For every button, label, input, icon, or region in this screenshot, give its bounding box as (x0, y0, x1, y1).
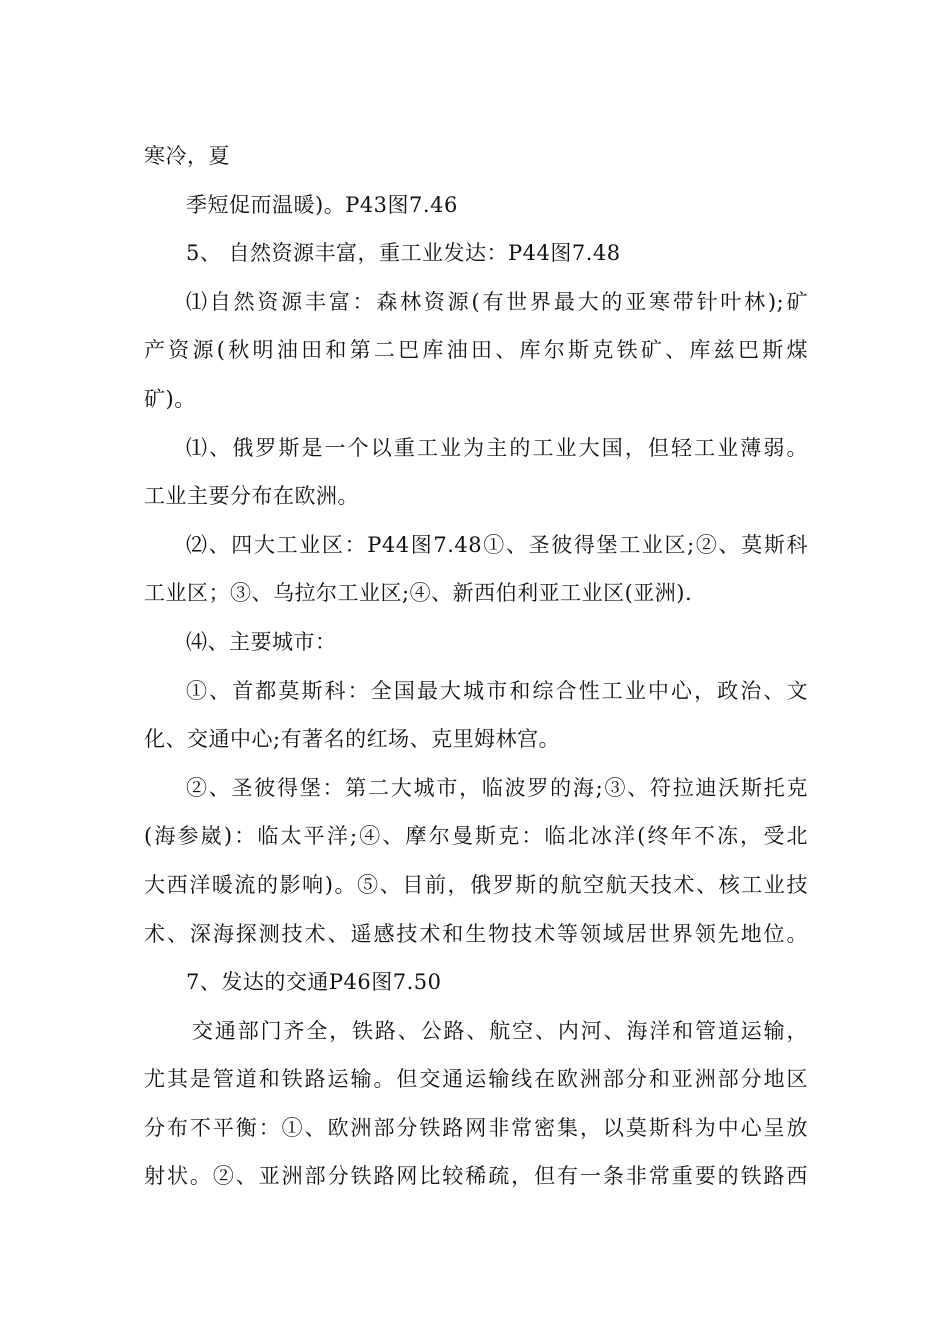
paragraph-cities-line-4: 术、深海探测技术、遥感技术和生物技术等领域居世界领先地位。 (144, 921, 808, 946)
paragraph-heavy-industry-line-1: ⑴、俄罗斯是一个以重工业为主的工业大国，但轻工业薄弱。 (186, 435, 808, 460)
paragraph-moscow-line-2: 化、交通中心;有著名的红场、克里姆林宫。 (144, 727, 561, 752)
paragraph-resources-line-2: 产资源(秋明油田和第二巴库油田、库尔斯克铁矿、库兹巴斯煤 (144, 338, 808, 363)
paragraph-cities-line-2: (海参崴)：临太平洋;④、摩尔曼斯克：临北冰洋(终年不冻，受北 (144, 824, 808, 849)
paragraph-industrial-zones-line-2: 工业区；③、乌拉尔工业区;④、新西伯利亚工业区(亚洲). (144, 581, 693, 606)
paragraph-moscow-line-1: ①、首都莫斯科：全国最大城市和综合性工业中心，政治、文 (186, 678, 808, 703)
paragraph-cities-line-3: 大西洋暖流的影响)。⑤、目前，俄罗斯的航空航天技术、核工业技 (144, 872, 808, 897)
paragraph-industrial-zones-line-1: ⑵、四大工业区：P44图7.48①、圣彼得堡工业区;②、莫斯科 (186, 532, 808, 557)
paragraph-resources-line-3: 矿)。 (144, 386, 196, 411)
heading-transport: 7、发达的交通P46图7.50 (186, 970, 442, 995)
paragraph-resources-line-1: ⑴自然资源丰富：森林资源(有世界最大的亚寒带针叶林);矿 (186, 289, 808, 314)
document-body (144, 132, 808, 1201)
paragraph-heavy-industry-line-2: 工业主要分布在欧洲。 (144, 484, 359, 509)
paragraph-cities-line-1: ②、圣彼得堡：第二大城市，临波罗的海;③、符拉迪沃斯托克 (186, 775, 808, 800)
paragraph-transport-line-1: 交通部门齐全，铁路、公路、航空、内河、海洋和管道运输， (192, 1018, 808, 1043)
paragraph-transport-line-2: 尤其是管道和铁路运输。但交通运输线在欧洲部分和亚洲部分地区 (144, 1067, 808, 1092)
paragraph-transport-line-3: 分布不平衡：①、欧洲部分铁路网非常密集，以莫斯科为中心呈放 (144, 1115, 808, 1140)
line-short-summer: 季短促而温暖)。P43图7.46 (186, 192, 458, 217)
heading-natural-resources: 5、 自然资源丰富，重工业发达：P44图7.48 (186, 241, 621, 266)
paragraph-transport-line-4: 射状。②、亚洲部分铁路网比较稀疏，但有一条非常重要的铁路西 (144, 1164, 808, 1189)
line-cold-summer: 寒冷，夏 (144, 144, 230, 168)
heading-main-cities: ⑷、主要城市： (186, 629, 337, 654)
